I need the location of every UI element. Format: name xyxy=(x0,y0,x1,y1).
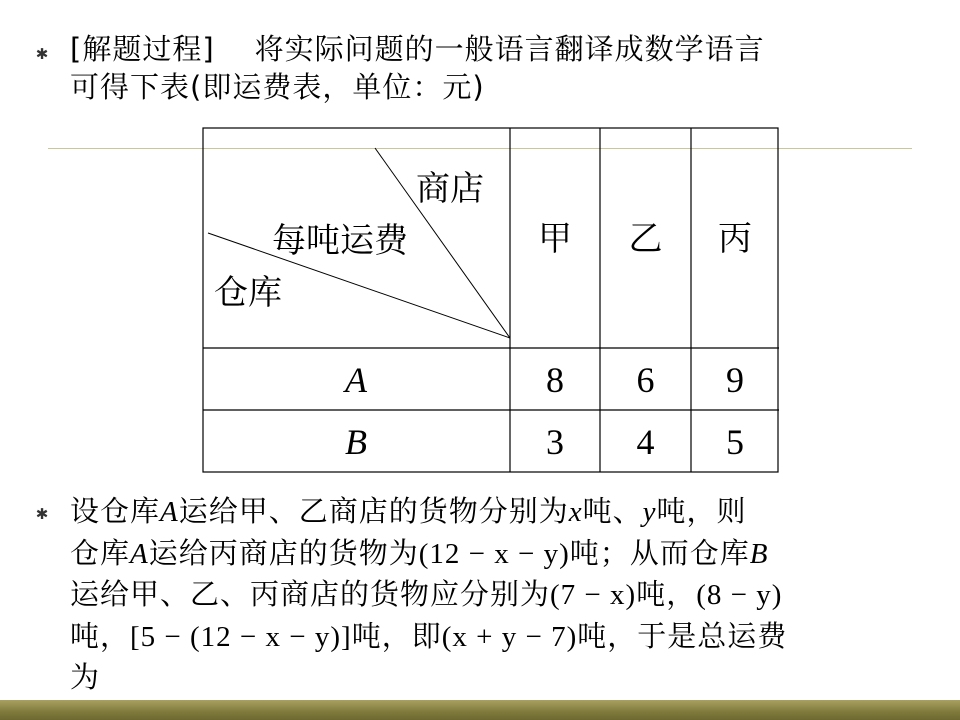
corner-store-label: 商店 xyxy=(416,169,484,209)
bullet-icon: ✱ xyxy=(35,505,49,523)
text-segment: 吨，即 xyxy=(351,618,442,653)
freight-table xyxy=(202,127,780,473)
intro-line1: 将实际问题的一般语言翻译成数学语言 xyxy=(254,32,765,66)
expression: (12 − x − y) xyxy=(418,537,570,570)
corner-warehouse-label: 仓库 xyxy=(214,273,282,313)
column-header-bing: 丙 xyxy=(718,219,752,259)
text-segment: 仓库 xyxy=(70,535,131,570)
text-segment: 吨，于是总运费 xyxy=(577,618,788,653)
corner-fee-label: 每吨运费 xyxy=(272,221,408,261)
bullet-icon: ✱ xyxy=(35,45,49,63)
expression: [5 − (12 − x − y)] xyxy=(130,620,352,653)
variable-b: B xyxy=(749,537,769,570)
text-segment: 运给甲、乙、丙商店的货物应分别为 xyxy=(70,577,551,611)
cell-a-bing: 9 xyxy=(726,360,744,400)
text-segment: 吨， xyxy=(636,577,697,611)
text-segment: 吨；从而仓库 xyxy=(569,535,750,570)
intro-paragraph xyxy=(70,30,930,106)
cell-b-jia: 3 xyxy=(546,422,564,462)
cell-b-bing: 5 xyxy=(726,422,744,462)
text-segment: 吨， xyxy=(70,618,131,653)
text-segment: 运给丙商店的货物为 xyxy=(148,535,419,570)
solution-label: [解题过程] xyxy=(70,32,215,66)
cell-b-yi: 4 xyxy=(636,422,655,462)
intro-line2: 可得下表(即运费表，单位：元) xyxy=(70,70,485,104)
expression: (7 − x) xyxy=(550,579,637,611)
variable-a: A xyxy=(130,537,149,570)
expression: (8 − y) xyxy=(696,579,783,611)
solution-paragraph xyxy=(70,491,930,698)
column-header-jia: 甲 xyxy=(538,219,572,259)
row-header-a: A xyxy=(345,360,367,400)
text-segment: 吨、 xyxy=(582,494,643,528)
cell-a-yi: 6 xyxy=(636,360,655,400)
text-segment: 运给甲、乙商店的货物分别为 xyxy=(178,494,569,528)
text-segment: 为 xyxy=(70,660,101,694)
column-header-yi: 乙 xyxy=(628,219,663,259)
expression: (x + y − 7) xyxy=(441,620,578,653)
variable-y: y xyxy=(642,496,657,528)
text-segment: 设仓库 xyxy=(70,494,161,528)
footer-bar xyxy=(0,700,960,720)
cell-a-jia: 8 xyxy=(546,360,564,400)
row-header-b: B xyxy=(345,422,367,462)
text-segment: 吨，则 xyxy=(656,494,747,528)
variable-a: A xyxy=(160,496,179,528)
variable-x: x xyxy=(568,496,583,528)
